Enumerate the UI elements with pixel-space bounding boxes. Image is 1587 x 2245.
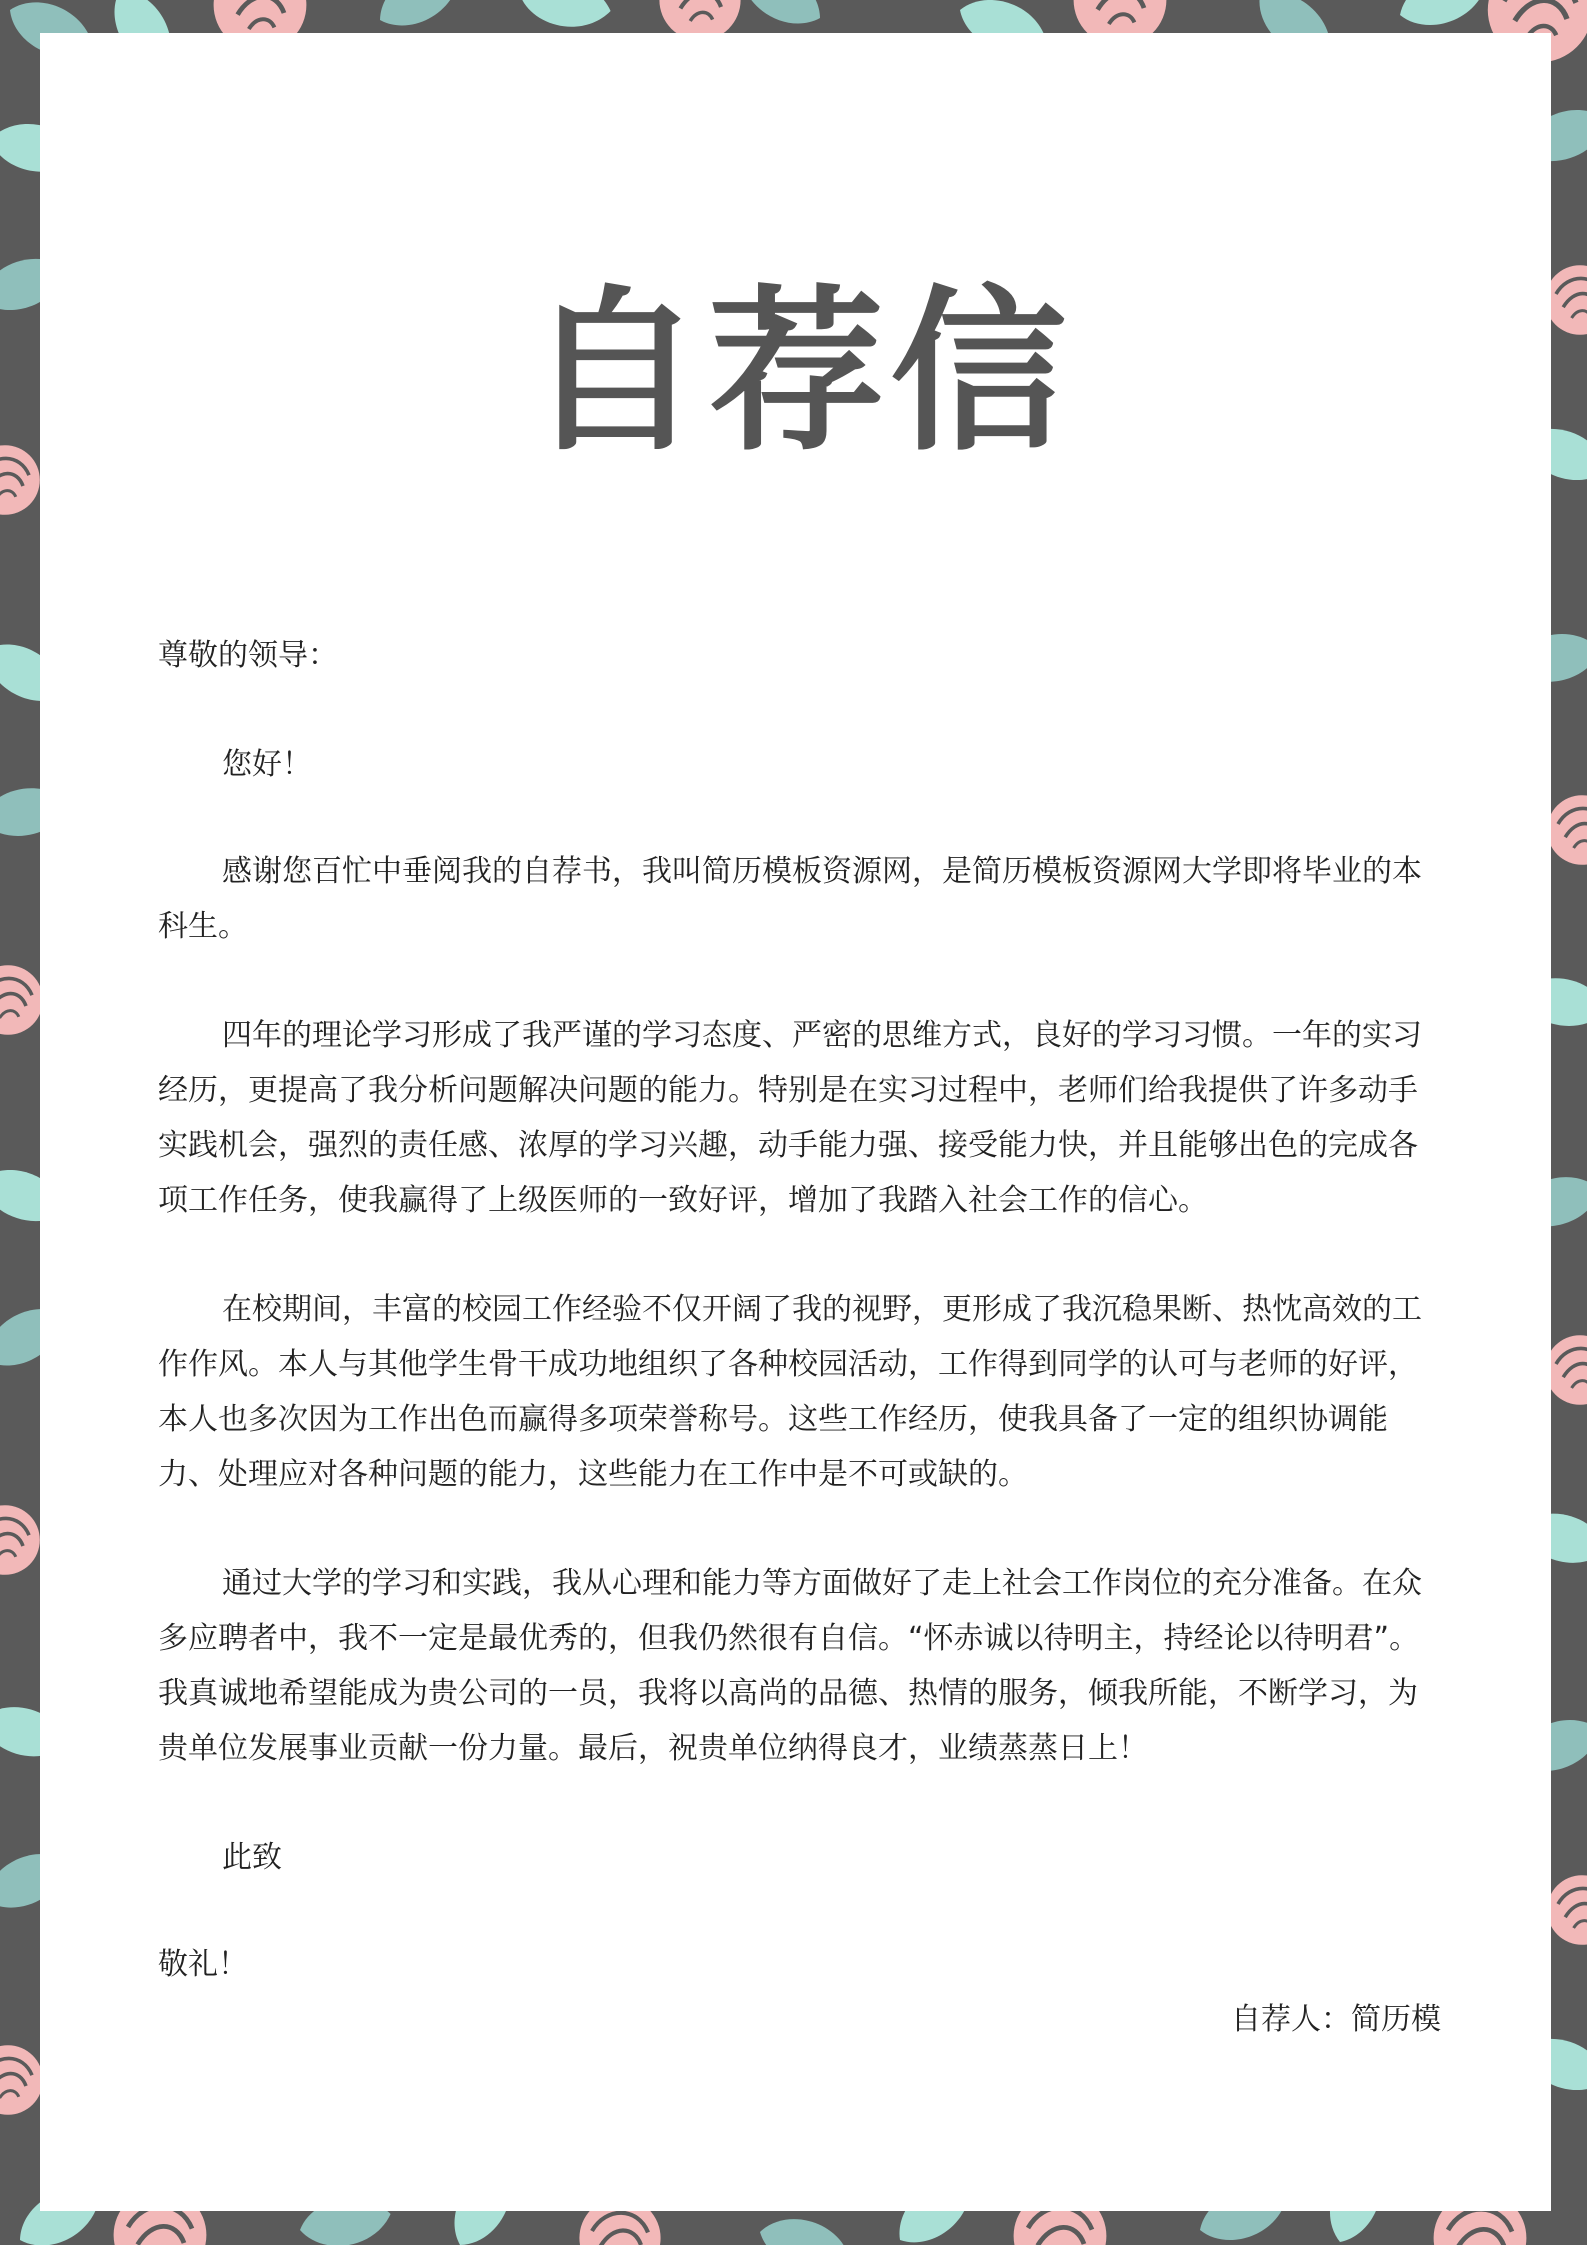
paragraph-readiness: 通过大学的学习和实践，我从心理和能力等方面做好了走上社会工作岗位的充分准备。在众多应聘者中，我不一定是最优秀的，但我仍然很有自信。“怀赤诚以待明主，持经论以待明君”。我真诚地希望能成为贵公司的一员，我将以高尚的品德、热情的服务，倾我所能，不断学习，为贵单位发展事业贡献一份力量。最后，祝贵单位纳得良才，业绩蒸蒸日上！ [158,1566,1422,1766]
page-title: 自荐信 [526,270,1073,475]
letter-body [158,628,1441,2047]
closing: 此致 [222,1840,282,1875]
paragraph-intro: 感谢您百忙中垂阅我的自荐书，我叫简历模板资源网，是简历模板资源网大学即将毕业的本科生。 [158,854,1422,944]
regards: 敬礼！ [158,1947,248,1982]
paragraph-campus: 在校期间，丰富的校园工作经验不仅开阔了我的视野，更形成了我沉稳果断、热忱高效的工作作风。本人与其他学生骨干成功地组织了各种校园活动，工作得到同学的认可与老师的好评，本人也多次因为工作出色而赢得多项荣誉称号。这些工作经历，使我具备了一定的组织协调能力、处理应对各种问题的能力，这些能力在工作中是不可或缺的。 [158,1292,1422,1492]
letter-page [40,33,1551,2211]
signature: 自荐人：简历模 [1231,2002,1441,2037]
salutation: 尊敬的领导： [158,638,338,673]
greeting: 您好！ [222,747,312,782]
paragraph-study: 四年的理论学习形成了我严谨的学习态度、严密的思维方式，良好的学习习惯。一年的实习经历，更提高了我分析问题解决问题的能力。特别是在实习过程中，老师们给我提供了许多动手实践机会，强烈的责任感、浓厚的学习兴趣，动手能力强、接受能力快，并且能够出色的完成各项工作任务，使我赢得了上级医师的一致好评，增加了我踏入社会工作的信心。 [158,1018,1422,1218]
